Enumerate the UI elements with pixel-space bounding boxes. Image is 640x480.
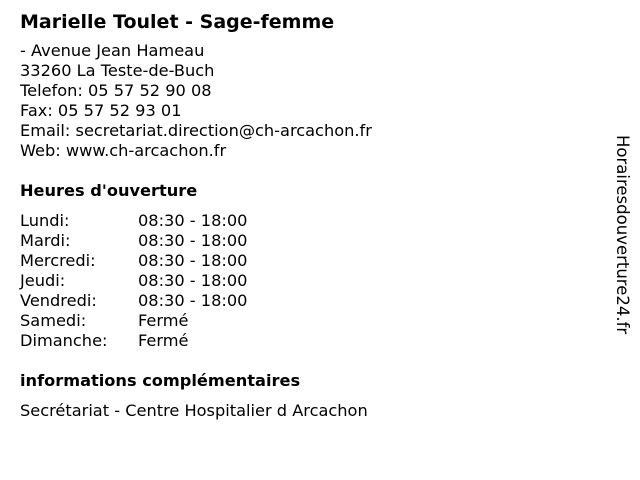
email-address: Email: secretariat.direction@ch-arcachon.fr bbox=[20, 121, 372, 140]
hours-time: 08:30 - 18:00 bbox=[138, 291, 248, 310]
hours-row bbox=[20, 331, 600, 351]
hours-time: Fermé bbox=[138, 331, 189, 350]
hours-day: Lundi: bbox=[20, 211, 70, 230]
hours-day: Jeudi: bbox=[20, 271, 66, 290]
hours-row bbox=[20, 291, 600, 311]
hours-row bbox=[20, 311, 600, 331]
additional-info-heading: informations complémentaires bbox=[20, 371, 301, 390]
hours-day: Vendredi: bbox=[20, 291, 97, 310]
hours-row bbox=[20, 211, 600, 231]
hours-time: Fermé bbox=[138, 311, 189, 330]
hours-day: Samedi: bbox=[20, 311, 87, 330]
hours-day: Mercredi: bbox=[20, 251, 96, 270]
page-title: Marielle Toulet - Sage-femme bbox=[20, 11, 335, 33]
hours-row bbox=[20, 231, 600, 251]
fax-number: Fax: 05 57 52 93 01 bbox=[20, 101, 182, 120]
opening-hours-heading: Heures d'ouverture bbox=[20, 181, 198, 200]
hours-time: 08:30 - 18:00 bbox=[138, 271, 248, 290]
opening-hours-table bbox=[20, 211, 600, 351]
hours-time: 08:30 - 18:00 bbox=[138, 211, 248, 230]
hours-day: Mardi: bbox=[20, 231, 71, 250]
hours-time: 08:30 - 18:00 bbox=[138, 251, 248, 270]
contact-block bbox=[20, 41, 600, 161]
hours-row bbox=[20, 251, 600, 271]
hours-time: 08:30 - 18:00 bbox=[138, 231, 248, 250]
site-watermark: Horairesdouverture24.fr bbox=[613, 135, 632, 335]
address-city: 33260 La Teste-de-Buch bbox=[20, 61, 215, 80]
phone-number: Telefon: 05 57 52 90 08 bbox=[20, 81, 212, 100]
address-street: - Avenue Jean Hameau bbox=[20, 41, 205, 60]
hours-day: Dimanche: bbox=[20, 331, 108, 350]
additional-info-text: Secrétariat - Centre Hospitalier d Arcachon bbox=[20, 401, 368, 420]
hours-row bbox=[20, 271, 600, 291]
website-url: Web: www.ch-arcachon.fr bbox=[20, 141, 227, 160]
listing-card bbox=[20, 9, 600, 421]
